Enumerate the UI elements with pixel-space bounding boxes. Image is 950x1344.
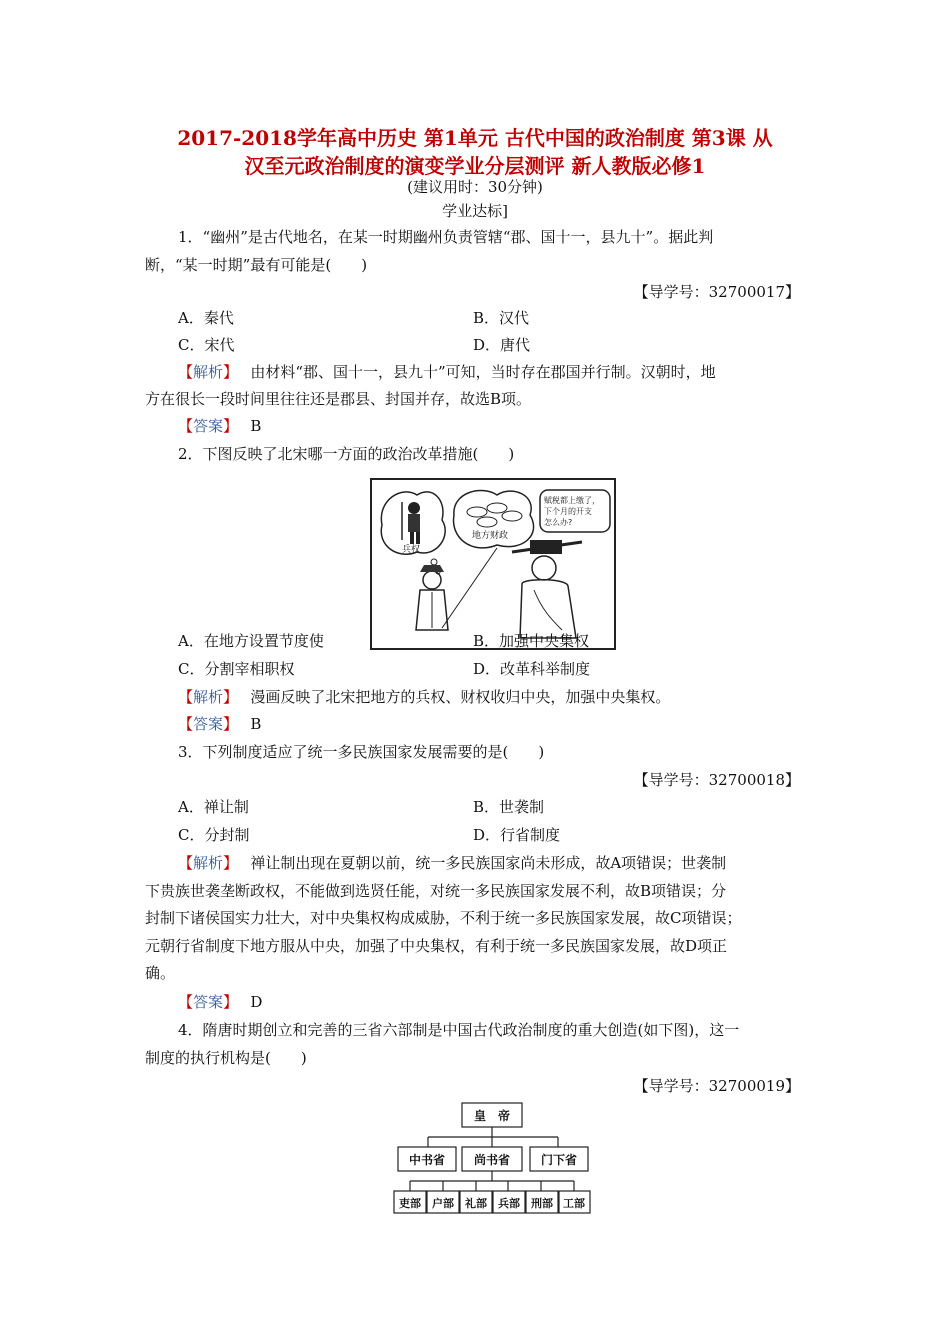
q1-answer-value: B	[250, 417, 262, 435]
q1-analysis-text-1: 由材料“郡、国十一，县九十”可知，当时存在郡国并行制。汉朝时，地	[250, 363, 716, 381]
q1-option-d: D．唐代	[473, 336, 531, 354]
q4-org-chart	[392, 1101, 592, 1217]
doc-title-line-1: 2017-2018学年高中历史 第1单元 古代中国的政治制度 第3课 从	[177, 126, 773, 150]
q2-option-a: A．在地方设置节度使	[178, 632, 324, 650]
answer-bracket-open: 【	[178, 417, 194, 435]
q2-analysis	[178, 687, 670, 707]
org-libu-personnel: 吏部	[399, 1197, 421, 1210]
cartoon-text-2: 下个月的开支	[544, 507, 592, 516]
answer-label: 答案	[193, 715, 224, 733]
q2-cartoon-image	[370, 478, 616, 650]
cartoon-label-finance: 地方财政	[472, 531, 509, 541]
q1-analysis-line-2: 方在很长一段时间里往往还是郡县、封国并存，故选B项。	[145, 390, 532, 408]
q2-option-d: D．改革科举制度	[473, 660, 591, 678]
org-gongbu: 工部	[563, 1197, 585, 1210]
section-heading: 学业达标]	[442, 202, 508, 220]
q3-analysis-line-4: 元朝行省制度下地方服从中央，加强了中央集权，有利于统一多民族国家发展，故D项正	[145, 937, 728, 955]
answer-bracket-close: 】	[223, 715, 231, 733]
q1-option-b: B．汉代	[473, 309, 530, 327]
org-emperor: 皇 帝	[473, 1109, 511, 1123]
q1-stem-line-2: 断，“某一时期”最有可能是( )	[145, 256, 368, 274]
answer-bracket-open: 【	[178, 993, 194, 1011]
analysis-bracket-close: 】	[223, 363, 231, 381]
q3-analysis-text-1: 禅让制出现在夏朝以前，统一多民族国家尚未形成，故A项错误；世袭制	[250, 854, 727, 872]
q4-stem-line-2: 制度的执行机构是( )	[145, 1049, 307, 1067]
analysis-bracket-open: 【	[178, 854, 194, 872]
q1-analysis-line-1	[178, 362, 716, 382]
answer-bracket-close: 】	[223, 993, 231, 1011]
answer-label: 答案	[193, 993, 224, 1011]
cartoon-label-military: 兵权	[402, 545, 421, 555]
q2-analysis-text: 漫画反映了北宋把地方的兵权、财权收归中央，加强中央集权。	[250, 688, 671, 706]
org-menxia: 门下省	[540, 1153, 578, 1167]
q1-guide-number: 【导学号：32700017】	[633, 283, 800, 301]
q2-option-b: B．加强中央集权	[473, 632, 590, 650]
q1-option-a: A．秦代	[178, 309, 234, 327]
analysis-label: 解析	[193, 854, 224, 872]
q4-guide-number: 【导学号：32700019】	[633, 1077, 800, 1095]
q1-answer	[178, 416, 261, 436]
org-zhongshu: 中书省	[408, 1153, 446, 1167]
analysis-label: 解析	[193, 688, 224, 706]
q3-stem: 3．下列制度适应了统一多民族国家发展需要的是( )	[178, 743, 545, 761]
q3-answer-value: D	[250, 993, 263, 1011]
q3-option-d: D．行省制度	[473, 826, 561, 844]
q3-guide-number: 【导学号：32700018】	[633, 771, 800, 789]
cartoon-text-3: 怎么办?	[544, 518, 573, 527]
q4-stem-line-1: 4．隋唐时期创立和完善的三省六部制是中国古代政治制度的重大创造(如下图)，这一	[178, 1021, 740, 1039]
org-xingbu: 刑部	[531, 1197, 553, 1210]
q2-option-c: C．分割宰相职权	[178, 660, 295, 678]
time-note: (建议用时：30分钟)	[407, 178, 543, 196]
q3-option-b: B．世袭制	[473, 798, 545, 816]
q3-analysis-line-3: 封制下诸侯国实力壮大，对中央集权构成威胁，不利于统一多民族国家发展，故C项错误；	[145, 909, 742, 927]
analysis-bracket-open: 【	[178, 688, 194, 706]
q3-analysis-line-1	[178, 853, 726, 873]
q2-stem: 2．下图反映了北宋哪一方面的政治改革措施( )	[178, 445, 515, 463]
q3-analysis-line-5: 确。	[145, 964, 176, 982]
q1-stem-line-1: 1．“幽州”是古代地名，在某一时期幽州负责管辖“郡、国十一，县九十”。据此判	[178, 228, 714, 246]
answer-bracket-close: 】	[223, 417, 231, 435]
q2-answer	[178, 714, 261, 734]
cartoon-text-1: 赋税都上缴了，	[544, 496, 600, 505]
q3-analysis-line-2: 下贵族世袭垄断政权，不能做到选贤任能，对统一多民族国家发展不利，故B项错误；分	[145, 882, 727, 900]
q3-option-a: A．禅让制	[178, 798, 249, 816]
analysis-bracket-close: 】	[223, 854, 231, 872]
analysis-bracket-open: 【	[178, 363, 194, 381]
doc-title-line-2: 汉至元政治制度的演变学业分层测评 新人教版必修1	[244, 154, 706, 178]
analysis-label: 解析	[193, 363, 224, 381]
analysis-bracket-close: 】	[223, 688, 231, 706]
answer-bracket-open: 【	[178, 715, 194, 733]
org-shangshu: 尚书省	[473, 1153, 511, 1167]
org-hubu: 户部	[432, 1197, 454, 1210]
q3-answer	[178, 992, 262, 1012]
org-bingbu: 兵部	[498, 1197, 520, 1210]
q1-option-c: C．宋代	[178, 336, 235, 354]
q2-answer-value: B	[250, 715, 262, 733]
q3-option-c: C．分封制	[178, 826, 250, 844]
org-libu-rites: 礼部	[465, 1197, 487, 1210]
answer-label: 答案	[193, 417, 224, 435]
